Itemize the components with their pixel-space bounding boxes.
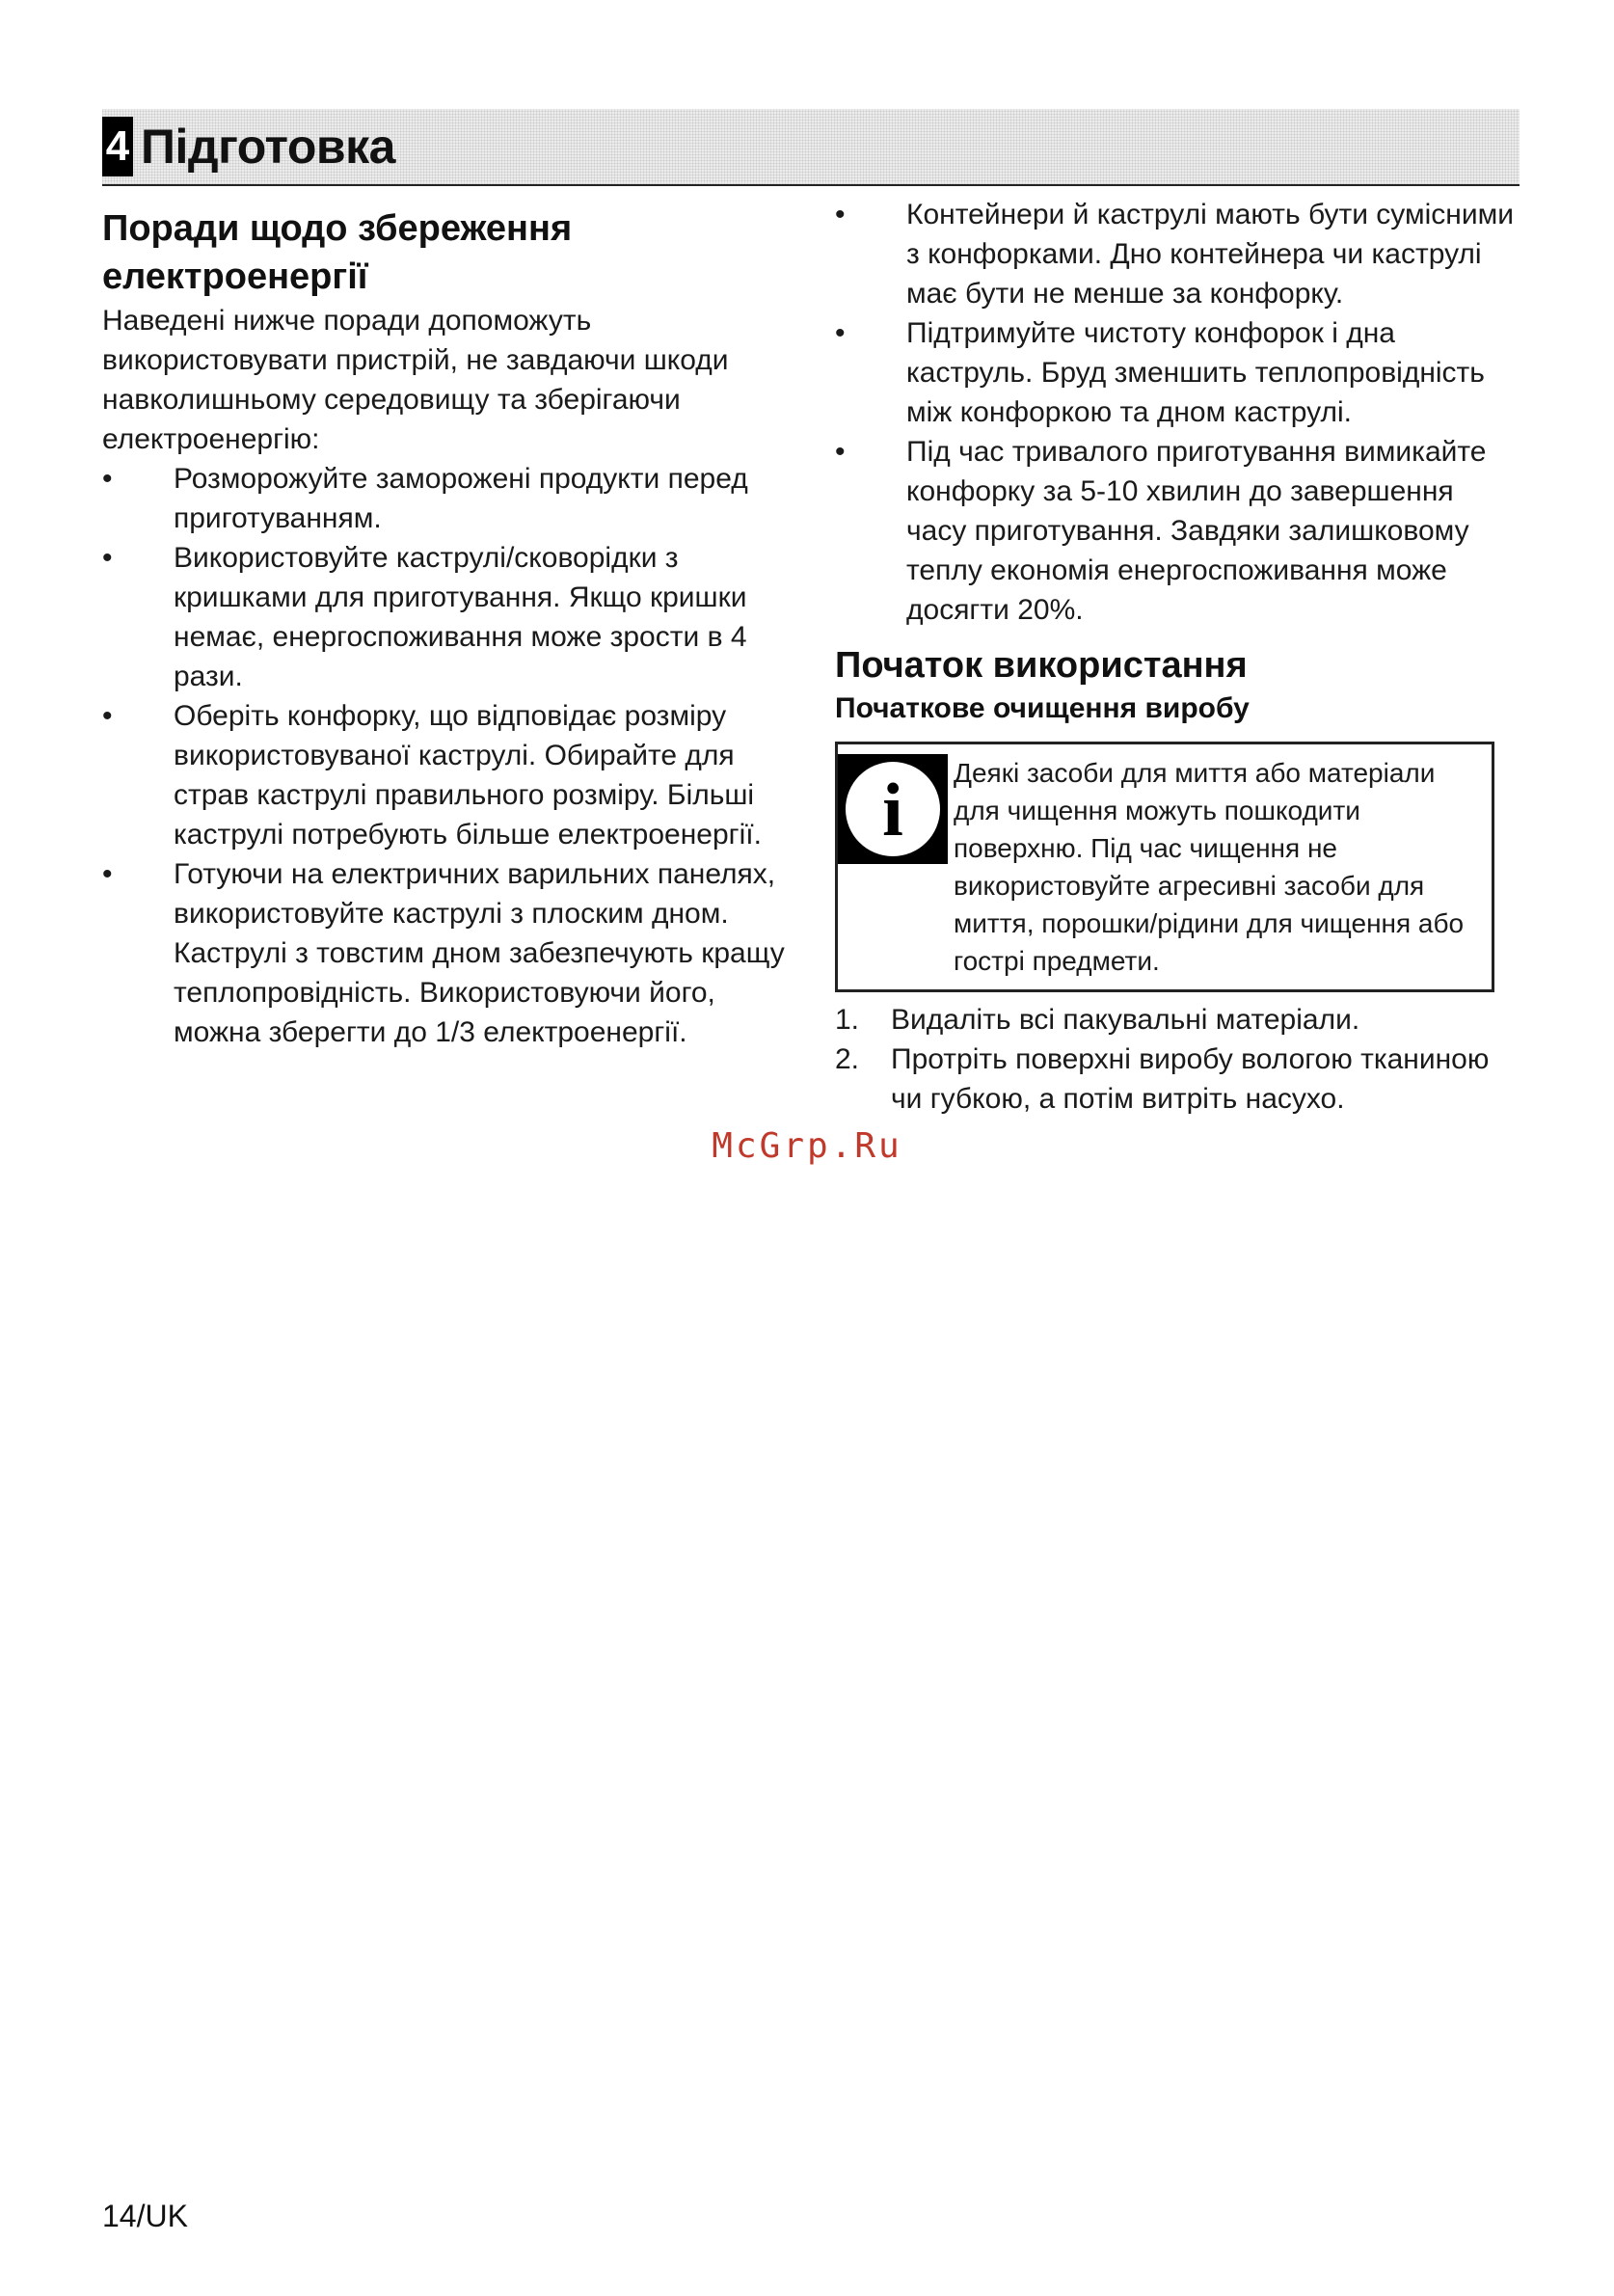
step-text: Протріть поверхні виробу вологою тканиною чи губкою, а потім витріть насухо. (891, 1043, 1490, 1115)
initial-cleaning-heading: Початкове очищення виробу (835, 692, 1250, 724)
list-item (102, 538, 792, 696)
list-item-text: Контейнери й каструлі мають бути сумісними з конфорками. Дно контейнера чи каструлі має бути не менше за конфорку. (906, 199, 1514, 310)
energy-tips-list-continued (835, 195, 1520, 630)
bullet-icon: • (835, 436, 846, 468)
energy-tips-heading (102, 204, 792, 301)
list-item-text: Під час тривалого приготування вимикайте конфорку за 5-10 хвилин до завершення часу приготування. Завдяки залишковому теплу економія енергоспоживання може досягти 20%. (906, 436, 1487, 626)
bullet-icon: • (102, 700, 113, 732)
bullet-icon: • (102, 542, 113, 574)
info-icon (838, 754, 948, 980)
step-text: Видаліть всі пакувальні матеріали. (891, 1004, 1360, 1036)
list-item-text: Готуючи на електричних варильних панелях, використовуйте каструлі з плоским дном. Каструлі з товстим дном забезпечують кращу теплопровідність. Використовуючи його, можна зберегти до 1/3 електроенергії. (174, 858, 785, 1048)
list-item-text: Оберіть конфорку, що відповідає розміру використовуваної каструлі. Обирайте для страв каструлі правильного розміру. Більші каструлі потребують більше електроенергії. (174, 700, 762, 851)
step-number: 1. (835, 1004, 860, 1036)
list-item-text: Підтримуйте чистоту конфорок і дна каструль. Бруд зменшить теплопровідність між конфоркою та дном каструлі. (906, 317, 1485, 428)
list-item (835, 1000, 1520, 1040)
list-item-text: Розморожуйте заморожені продукти перед приготуванням. (174, 463, 748, 534)
page-number: 14/UK (102, 2199, 188, 2233)
bullet-icon: • (835, 199, 846, 230)
list-item (835, 432, 1520, 630)
list-item (102, 854, 792, 1052)
list-item-text: Використовуйте каструлі/сковорідки з кришками для приготування. Якщо кришки немає, енергоспоживання може зрости в 4 рази. (174, 542, 747, 692)
chapter-title: Підготовка (141, 120, 395, 174)
list-item (835, 313, 1520, 432)
chapter-header-bar (102, 109, 1520, 186)
chapter-number: 4 (102, 117, 133, 176)
list-item (835, 1040, 1520, 1119)
info-notice-text: Деякі засоби для миття або матеріали для чищення можуть пошкодити поверхню. Під час чищення не використовуйте агресивні засоби для миття, порошки/рідини для чищення або гострі предмети. (954, 758, 1465, 976)
cleaning-steps-list (835, 1000, 1520, 1119)
right-column (835, 195, 1520, 1119)
bullet-icon: • (102, 463, 113, 495)
energy-tips-list (102, 459, 792, 1052)
watermark: McGrp.Ru (712, 1126, 902, 1166)
list-item (102, 696, 792, 854)
left-column (102, 204, 792, 1052)
energy-tips-intro: Наведені нижче поради допоможуть використовувати пристрій, не завдаючи шкоди навколишньому середовищу та зберігаючи електроенергію: (102, 305, 729, 455)
list-item (102, 459, 792, 538)
bullet-icon: • (102, 858, 113, 890)
info-icon-letter: i (882, 768, 903, 851)
step-number: 2. (835, 1043, 860, 1075)
energy-tips-heading-line1: Поради щодо збереження (102, 208, 573, 249)
getting-started-heading: Початок використання (835, 645, 1248, 686)
bullet-icon: • (835, 317, 846, 349)
energy-tips-heading-line2: електроенергії (102, 257, 368, 297)
info-notice-box (835, 742, 1494, 992)
list-item (835, 195, 1520, 313)
